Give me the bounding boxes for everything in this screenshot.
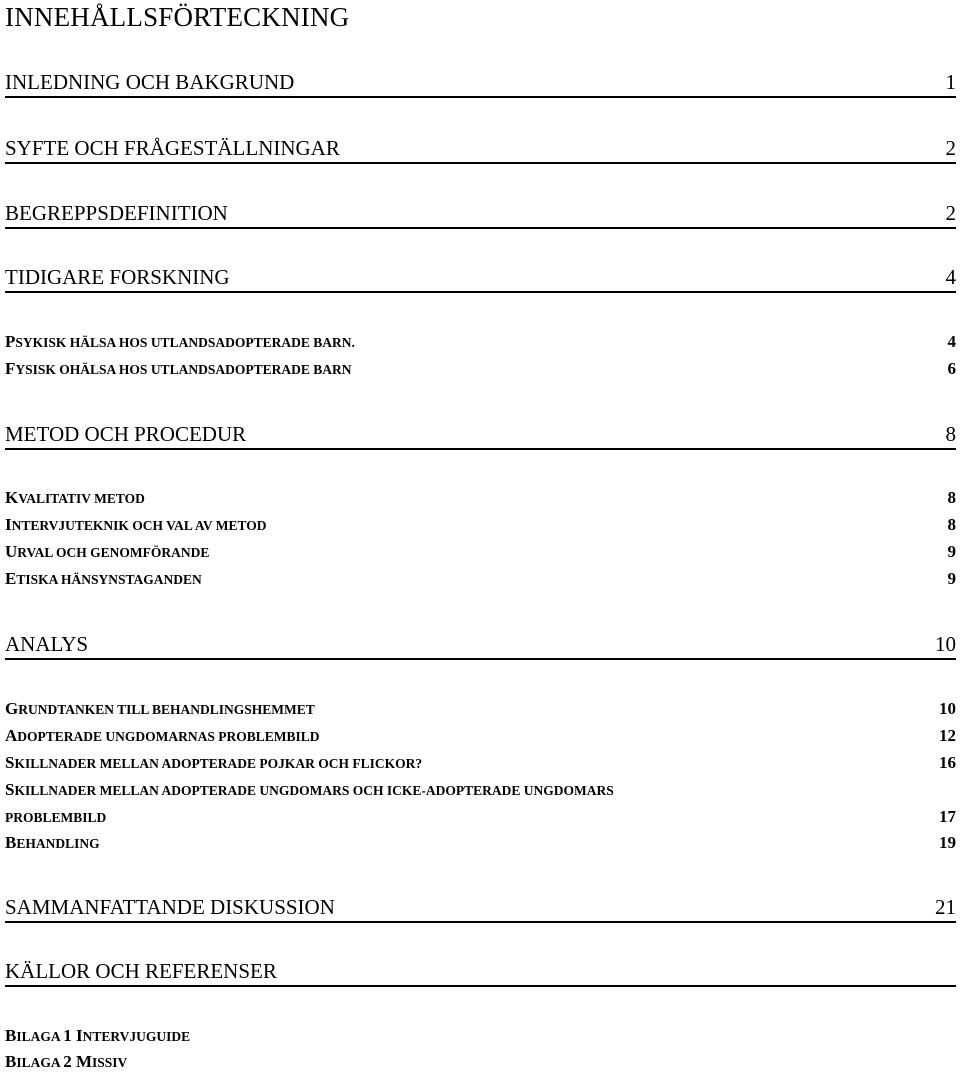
toc-entry-page: 4 [947,332,956,351]
toc-entry-skillnader-pojkar-flickor[interactable] [5,753,956,773]
toc-entry-page: 17 [939,807,956,826]
toc-entry-inledning[interactable] [5,70,956,98]
toc-entry-page: 8 [947,488,956,507]
toc-entry-label: FYSISK OHÄLSA HOS UTLANDSADOPTERADE BARN [5,359,352,378]
toc-entry-bilaga-2[interactable] [5,1052,956,1072]
toc-entry-page: 19 [939,833,956,852]
toc-entry-label: URVAL OCH GENOMFÖRANDE [5,542,210,561]
toc-entry-label: ETISKA HÄNSYNSTAGANDEN [5,569,202,588]
toc-title: INNEHÅLLSFÖRTECKNING [5,2,350,32]
toc-entry-metod[interactable] [5,422,956,450]
toc-entry-behandling[interactable] [5,833,956,853]
toc-entry-page: 2 [945,201,956,225]
toc-entry-label: METOD OCH PROCEDUR [5,422,247,446]
toc-entry-page: 2 [945,136,956,160]
toc-entry-label: SKILLNADER MELLAN ADOPTERADE UNGDOMARS OCH ICKE-ADOPTERADE UNGDOMARS [5,780,614,799]
toc-entry-label: BILAGA 1 INTERVJUGUIDE [5,1026,191,1045]
toc-entry-problembild[interactable] [5,807,956,827]
toc-entry-intervjuteknik[interactable] [5,515,956,535]
toc-entry-page: 10 [935,632,956,656]
toc-entry-label: SYFTE OCH FRÅGESTÄLLNINGAR [5,136,340,160]
toc-entry-page: 16 [939,753,956,772]
toc-entry-label: PROBLEMBILD [5,810,107,825]
toc-entry-tidigare-forskning[interactable] [5,265,956,293]
toc-entry-page: 8 [947,515,956,534]
toc-entry-kallor[interactable] [5,959,956,987]
toc-entry-etiska[interactable] [5,569,956,589]
toc-entry-label: SAMMANFATTANDE DISKUSSION [5,895,335,919]
toc-entry-psykisk-halsa[interactable] [5,332,956,352]
toc-entry-page: 4 [945,265,956,289]
toc-entry-adopterade-problembild[interactable] [5,726,956,746]
toc-entry-sammanfattande-diskussion[interactable] [5,895,956,923]
toc-entry-page: 9 [947,542,956,561]
toc-entry-analys[interactable] [5,632,956,660]
toc-entry-page: 12 [939,726,956,745]
toc-entry-label: PSYKISK HÄLSA HOS UTLANDSADOPTERADE BARN. [5,332,355,351]
toc-entry-bilaga-1[interactable] [5,1026,956,1046]
toc-entry-label: INTERVJUTEKNIK OCH VAL AV METOD [5,515,267,534]
toc-entry-page: 6 [947,359,956,378]
toc-entry-page: 10 [939,699,956,718]
toc-entry-label: INLEDNING OCH BAKGRUND [5,70,295,94]
toc-entry-skillnader-adopterade-icke-adopterade[interactable] [5,780,956,800]
toc-entry-page: 8 [945,422,956,446]
toc-entry-label: BEGREPPSDEFINITION [5,201,228,225]
toc-entry-label: ANALYS [5,632,89,656]
toc-entry-page: 1 [945,70,956,94]
toc-entry-label: GRUNDTANKEN TILL BEHANDLINGSHEMMET [5,699,315,718]
toc-entry-label: BEHANDLING [5,833,100,852]
toc-entry-label: SKILLNADER MELLAN ADOPTERADE POJKAR OCH FLICKOR? [5,753,423,772]
toc-entry-kvalitativ-metod[interactable] [5,488,956,508]
toc-entry-syfte[interactable] [5,136,956,164]
toc-entry-urval[interactable] [5,542,956,562]
toc-entry-page: 21 [935,895,956,919]
toc-entry-label: ADOPTERADE UNGDOMARNAS PROBLEMBILD [5,726,320,745]
toc-entry-label: KÄLLOR OCH REFERENSER [5,959,277,983]
toc-entry-label: TIDIGARE FORSKNING [5,265,230,289]
toc-entry-grundtanken[interactable] [5,699,956,719]
toc-entry-label: BILAGA 2 MISSIV [5,1052,128,1071]
toc-entry-begreppsdefinition[interactable] [5,201,956,229]
toc-entry-label: KVALITATIV METOD [5,488,145,507]
toc-entry-page: 9 [947,569,956,588]
toc-entry-fysisk-ohalsa[interactable] [5,359,956,379]
